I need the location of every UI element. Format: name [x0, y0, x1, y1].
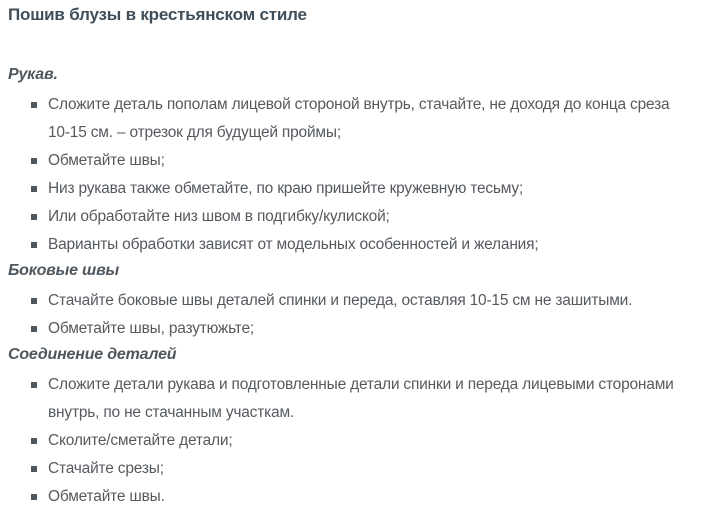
list-item-text: Или обработайте низ швом в подгибку/кулиской; [48, 208, 390, 225]
list-item-text: Стачайте срезы; [48, 460, 164, 477]
list-item [8, 427, 694, 455]
list-item-text: Варианты обработки зависят от модельных особенностей и желания; [48, 236, 539, 253]
list-item [8, 287, 694, 315]
list-item-text: Обметайте швы, разутюжьте; [48, 320, 255, 337]
list-item [8, 483, 694, 511]
section-side-seams [8, 263, 694, 343]
list-item [8, 231, 694, 259]
section-joining-details-heading: Соединение деталей [8, 346, 177, 363]
bullet-square-icon [31, 494, 37, 500]
list-item [8, 203, 694, 231]
list-item [8, 315, 694, 343]
section-sleeve [8, 67, 694, 259]
list-item-text: Низ рукава также обметайте, по краю пришейте кружевную тесьму; [48, 180, 524, 197]
section-side-seams-heading: Боковые швы [8, 262, 120, 279]
bullet-square-icon [31, 382, 37, 388]
bullet-square-icon [31, 438, 37, 444]
bullet-square-icon [31, 102, 37, 108]
bullet-square-icon [31, 214, 37, 220]
section-joining-details [8, 347, 694, 511]
list-item [8, 175, 694, 203]
joining-details-bullet-list [8, 371, 694, 511]
list-item [8, 371, 694, 427]
side-seams-bullet-list [8, 287, 694, 343]
bullet-square-icon [31, 466, 37, 472]
list-item-text: Сложите деталь пополам лицевой стороной внутрь, стачайте, не доходя до конца среза 10-15 см. – отрезок для будущей проймы; [48, 96, 670, 141]
bullet-square-icon [31, 158, 37, 164]
list-item [8, 91, 694, 147]
bullet-square-icon [31, 186, 37, 192]
list-item-text: Сколите/сметайте детали; [48, 432, 233, 449]
list-item [8, 455, 694, 483]
bullet-square-icon [31, 242, 37, 248]
sleeve-bullet-list [8, 91, 694, 259]
list-item-text: Обметайте швы. [48, 488, 165, 505]
bullet-square-icon [31, 326, 37, 332]
list-item-text: Обметайте швы; [48, 152, 165, 169]
section-sleeve-heading: Рукав. [8, 66, 58, 83]
list-item [8, 147, 694, 175]
list-item-text: Стачайте боковые швы деталей спинки и переда, оставляя 10-15 см не зашитыми. [48, 292, 633, 309]
page-title: Пошив блузы в крестьянском стиле [8, 5, 307, 24]
bullet-square-icon [31, 298, 37, 304]
list-item-text: Сложите детали рукава и подготовленные детали спинки и переда лицевыми сторонами внутрь, по не стачанным участкам. [48, 376, 674, 421]
